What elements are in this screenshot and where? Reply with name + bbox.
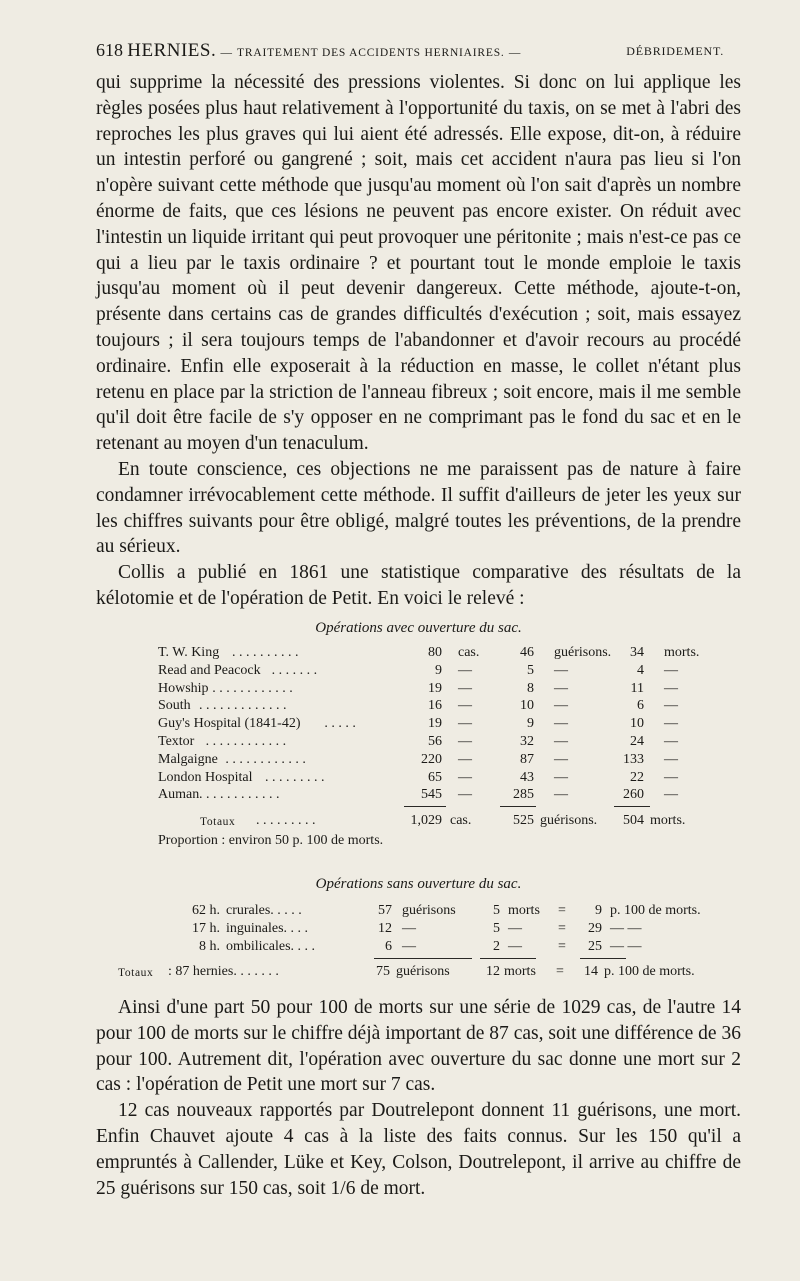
cases-unit: — <box>458 769 472 785</box>
hernia-count: 62 h. <box>192 903 220 918</box>
total-morts-unit: morts. <box>650 813 686 828</box>
total-guerisons: 525 <box>513 813 534 828</box>
death-percent-unit: — — <box>610 938 642 954</box>
deaths-unit: — <box>664 733 678 749</box>
cases-unit: — <box>458 787 472 803</box>
recoveries-count: 32 <box>520 733 534 749</box>
recoveries-unit: — <box>554 769 568 785</box>
table1-row <box>158 751 718 769</box>
table1-title: Opérations avec ouverture du sac. <box>315 620 522 636</box>
cases-count: 19 <box>428 680 442 696</box>
header-dash: — <box>508 47 522 59</box>
equals-sign: = <box>558 920 566 936</box>
recoveries-unit: — <box>554 716 568 732</box>
deaths-unit: — <box>508 920 522 936</box>
death-percent-unit: p. 100 de morts. <box>610 903 701 918</box>
table2-title: Opérations sans ouverture du sac. <box>315 876 522 892</box>
surgeon-name: Read and Peacock <box>158 662 261 678</box>
recoveries-unit: guérisons <box>402 903 456 918</box>
deaths-count: 2 <box>493 938 500 954</box>
proportion-text: Proportion : environ 50 p. 100 de morts. <box>158 832 384 848</box>
leader-dots: . . . . . . . <box>271 662 318 678</box>
cases-count: 65 <box>428 769 442 785</box>
paragraph: En toute conscience, ces objections ne me paraissent pas de nature à faire condamner irrévocablement cette méthode. Il suffit d'ailleurs de jeter les yeux sur les chiffres suivants pour être obligé, malgré toutes les préventions, de la prendre au sérieux. <box>96 458 741 558</box>
recoveries-count: 12 <box>378 920 392 936</box>
total-morts: 504 <box>623 813 644 828</box>
recoveries-count: 57 <box>378 903 392 918</box>
cases-count: 56 <box>428 733 442 749</box>
table1-total-row <box>158 812 718 830</box>
surgeon-name: Howship <box>158 680 209 696</box>
surgeon-name: London Hospital <box>158 769 253 785</box>
total-cas: 1,029 <box>410 813 442 828</box>
hernia-type: inguinales. . . . <box>226 920 309 936</box>
deaths-count: 24 <box>630 733 644 749</box>
surgeon-name: Malgaigne <box>158 751 218 767</box>
running-head <box>96 40 726 62</box>
death-percent: 9 <box>595 903 602 918</box>
recoveries-count: 5 <box>527 662 534 678</box>
cases-unit: — <box>458 662 472 678</box>
cases-count: 545 <box>421 787 442 803</box>
recoveries-unit: — <box>402 938 416 954</box>
death-percent-unit: — — <box>610 920 642 936</box>
equals-sign: = <box>558 903 566 918</box>
cases-unit: — <box>458 716 472 732</box>
total-cas-unit: cas. <box>450 813 472 828</box>
total-label: Totaux <box>118 967 154 979</box>
leader-dots: . . . . . . . . . . . . <box>225 751 306 767</box>
surgeon-name: Auman <box>158 787 200 803</box>
deaths-unit: — <box>664 698 678 714</box>
deaths-unit: morts <box>508 903 540 918</box>
table2 <box>180 902 740 955</box>
recoveries-count: 6 <box>385 938 392 954</box>
cases-unit: — <box>458 680 472 696</box>
total-guerisons-unit: guérisons. <box>540 813 598 828</box>
leader-dots: . . . . . . . . . . . . . <box>199 698 287 714</box>
cases-unit: — <box>458 751 472 767</box>
leader-dots: . . . . . <box>324 716 356 732</box>
cases-unit: — <box>458 698 472 714</box>
hernia-type: crurales. . . . . <box>226 903 302 918</box>
leader-dots: . . . . . . . . . . <box>232 645 299 660</box>
recoveries-unit: — <box>554 787 568 803</box>
paragraph: qui supprime la nécessité des pressions violentes. Si donc on lui applique les règles posées plus haut relativement à l'opportunité du taxis, on se met à l'abri des reproches les plus graves qui lui aient été adressés. Elle expose, dit-on, à réduire un intestin perforé ou gangrené ; soit, mais cet accident n'aura pas lieu si l'on n'opère suivant cette méthode que jusqu'au moment où l'on sait d'après un nombre énorme de faits, que ces lésions ne peuvent pas encore exister. On réduit avec l'intestin un liquide irritant qui peut provoquer une péritonite ; mais n'est-ce pas ce qui a lieu par le taxis ordinaire ? et pourtant tout le monde emploie le taxis jusqu'au moment où il peut devenir dangereux. Cette méthode, ajoute-t-on, présente dans certains cas de grandes difficultés d'exécution ; soit, mais essayez toujours ; il sera toujours temps de l'abandonner et d'avoir recours au procédé ordinaire. Enfin elle exposerait à la réduction en masse, le collet n'étant plus retenu en place par la striction de l'anneau fibreux ; soit encore, mais il me semble qu'il doit être facile de s'y opposer en ne comprimant pas le fond du sac et en le retenant au moyen d'un tenaculum. <box>96 72 741 455</box>
deaths-count: 5 <box>493 920 500 936</box>
recoveries-count: 43 <box>520 769 534 785</box>
leader-dots: . . . . . . . . . . . . <box>205 733 287 749</box>
equals-sign: = <box>558 938 566 954</box>
table2-total <box>118 963 738 981</box>
table2-row <box>180 902 740 920</box>
page-number: 618 <box>96 40 123 60</box>
recoveries-count: 9 <box>527 716 534 732</box>
cases-count: 16 <box>428 698 442 714</box>
table2-rule <box>580 958 626 959</box>
recoveries-unit: — <box>554 662 568 678</box>
recoveries-unit: — <box>554 751 568 767</box>
table2-rule <box>374 958 472 959</box>
deaths-count: 11 <box>630 680 644 696</box>
deaths-count: 5 <box>493 903 500 918</box>
deaths-count: 6 <box>637 698 644 714</box>
leader-dots: . . . . . . . . . <box>265 769 325 785</box>
table1-total <box>158 812 718 850</box>
cases-count: 9 <box>435 662 442 678</box>
surgeon-name: South <box>158 698 191 714</box>
total-guerisons: 75 <box>376 964 390 979</box>
deaths-unit: — <box>508 938 522 954</box>
total-morts-unit: morts <box>504 964 536 979</box>
table2-total-row <box>118 963 738 981</box>
deaths-unit: morts. <box>664 645 700 660</box>
deaths-count: 34 <box>630 645 644 660</box>
deaths-unit: — <box>664 769 678 785</box>
recoveries-unit: — <box>402 920 416 936</box>
total-label: Totaux <box>200 816 236 828</box>
cases-count: 80 <box>428 645 442 660</box>
deaths-count: 10 <box>630 716 644 732</box>
table1-row <box>158 786 718 804</box>
cases-unit: cas. <box>458 645 480 660</box>
table1-row <box>158 644 718 662</box>
table1-row <box>158 715 718 733</box>
recoveries-count: 8 <box>527 680 534 696</box>
recoveries-count: 87 <box>520 751 534 767</box>
deaths-unit: — <box>664 680 678 696</box>
recoveries-unit: — <box>554 680 568 696</box>
leader-dots: . . . . . . . . . . . . <box>199 787 280 803</box>
deaths-count: 260 <box>623 787 644 803</box>
deaths-unit: — <box>664 662 678 678</box>
table2-row <box>180 920 740 938</box>
paragraph: 12 cas nouveaux rapportés par Doutrelepont donnent 11 guérisons, une mort. Enfin Chauvet ajoute 4 cas à la liste des faits connus. Sur les 150 qu'il a empruntés à Callender, Lüke et Key, Colson, Doutrelepont, il arrive au chiffre de 25 guérisons sur 150 cas, soit 1/6 de mort. <box>96 1100 741 1199</box>
recoveries-unit: — <box>554 698 568 714</box>
total-equals: = <box>556 964 564 979</box>
recoveries-count: 10 <box>520 698 534 714</box>
table1-rule <box>614 806 650 807</box>
total-morts: 12 <box>486 964 500 979</box>
total-percent-unit: p. 100 de morts. <box>604 964 695 979</box>
body-text <box>96 70 741 612</box>
table1-row <box>158 680 718 698</box>
leader-dots: . . . . . . . . . . . . <box>212 680 293 696</box>
deaths-count: 22 <box>630 769 644 785</box>
recoveries-count: 46 <box>520 645 534 660</box>
recoveries-unit: guérisons. <box>554 645 612 660</box>
table2-rule <box>480 958 536 959</box>
cases-count: 19 <box>428 716 442 732</box>
recoveries-count: 285 <box>513 787 534 803</box>
recoveries-unit: — <box>554 733 568 749</box>
header-subject: TRAITEMENT DES ACCIDENTS HERNIAIRES. <box>237 47 505 59</box>
table1-row <box>158 769 718 787</box>
total-dots: . . . . . . . . . <box>256 813 316 828</box>
deaths-count: 133 <box>623 751 644 767</box>
surgeon-name: Textor <box>158 733 195 749</box>
cases-count: 220 <box>421 751 442 767</box>
table2-row <box>180 938 740 956</box>
hernia-count: 8 h. <box>199 938 220 954</box>
paragraph: Collis a publié en 1861 une statistique comparative des résultats de la kélotomie et de l'opération de Petit. En voici le relevé : <box>96 562 741 609</box>
total-hernies: : 87 hernies. . . . . . . <box>168 964 279 979</box>
hernia-count: 17 h. <box>192 920 220 936</box>
proportion-row <box>158 832 718 850</box>
cases-unit: — <box>458 733 472 749</box>
hernia-type: ombilicales. . . . <box>226 938 316 954</box>
total-guerisons-unit: guérisons <box>396 964 450 979</box>
death-percent: 29 <box>588 920 602 936</box>
surgeon-name: T. W. King <box>158 645 220 660</box>
deaths-count: 4 <box>637 662 644 678</box>
death-percent: 25 <box>588 938 602 954</box>
table1-rule <box>500 806 536 807</box>
header-dash: — <box>220 47 233 59</box>
closing-text <box>96 995 741 1201</box>
table1-row <box>158 697 718 715</box>
table1-rule <box>404 806 446 807</box>
paragraph: Ainsi d'une part 50 pour 100 de morts sur une série de 1029 cas, de l'autre 14 pour 100 de morts sur le chiffre déjà important de 87 cas, soit une différence de 36 pour 100. Autrement dit, l'opération avec ouverture du sac donne une mort sur 2 cas : l'opération de Petit une mort sur 7 cas. <box>96 997 741 1096</box>
section-title: HERNIES. <box>127 40 217 61</box>
header-topic: DÉBRIDEMENT. <box>626 44 724 58</box>
deaths-unit: — <box>664 751 678 767</box>
table1-row <box>158 733 718 751</box>
total-percent: 14 <box>584 964 598 979</box>
deaths-unit: — <box>664 716 678 732</box>
deaths-unit: — <box>664 787 678 803</box>
surgeon-name: Guy's Hospital (1841-42) <box>158 716 301 732</box>
table1-row <box>158 662 718 680</box>
table1 <box>158 644 718 804</box>
